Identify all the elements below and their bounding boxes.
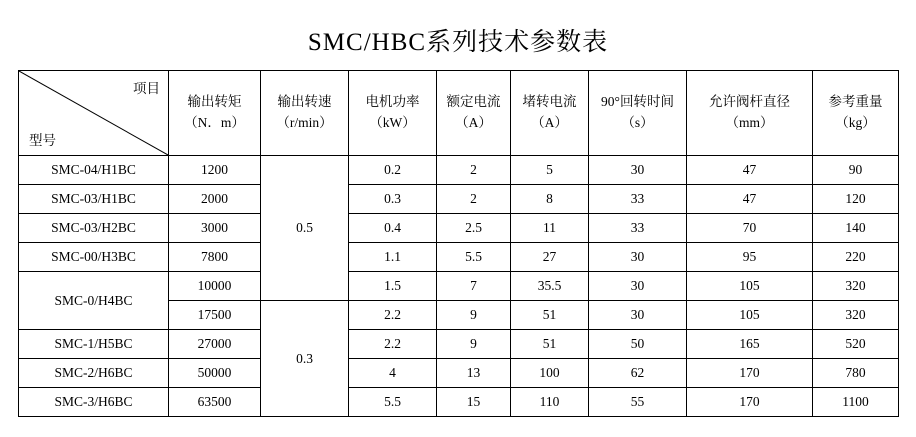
corner-item-label: 项目 bbox=[133, 81, 160, 96]
cell-rated-current: 13 bbox=[437, 359, 511, 388]
cell-weight: 320 bbox=[813, 272, 899, 301]
column-header-stall-current bbox=[511, 71, 589, 156]
cell-rotation-time: 30 bbox=[589, 156, 687, 185]
cell-rated-current: 5.5 bbox=[437, 243, 511, 272]
cell-speed-group: 0.3 bbox=[261, 301, 349, 417]
table-row bbox=[19, 330, 899, 359]
header-line-2: （mm） bbox=[725, 115, 774, 130]
cell-stem-diameter: 47 bbox=[687, 185, 813, 214]
cell-stem-diameter: 105 bbox=[687, 301, 813, 330]
cell-rotation-time: 33 bbox=[589, 185, 687, 214]
page-title: SMC/HBC系列技术参数表 bbox=[307, 29, 609, 56]
cell-rotation-time: 50 bbox=[589, 330, 687, 359]
cell-rated-current: 15 bbox=[437, 388, 511, 417]
cell-stall-current: 51 bbox=[511, 330, 589, 359]
cell-stall-current: 11 bbox=[511, 214, 589, 243]
table-row bbox=[19, 243, 899, 272]
cell-weight: 320 bbox=[813, 301, 899, 330]
table-body bbox=[19, 156, 899, 417]
cell-power: 2.2 bbox=[349, 330, 437, 359]
cell-rated-current: 9 bbox=[437, 301, 511, 330]
cell-stall-current: 100 bbox=[511, 359, 589, 388]
header-line-1: 额定电流 bbox=[446, 94, 501, 110]
cell-power: 0.4 bbox=[349, 214, 437, 243]
cell-stem-diameter: 47 bbox=[687, 156, 813, 185]
header-line-1: 堵转电流 bbox=[522, 94, 577, 110]
cell-model: SMC-3/H6BC bbox=[19, 388, 169, 417]
cell-stall-current: 51 bbox=[511, 301, 589, 330]
cell-weight: 1100 bbox=[813, 388, 899, 417]
cell-model: SMC-2/H6BC bbox=[19, 359, 169, 388]
cell-torque: 50000 bbox=[169, 359, 261, 388]
cell-rotation-time: 33 bbox=[589, 214, 687, 243]
spec-table-container bbox=[0, 70, 916, 417]
cell-stem-diameter: 170 bbox=[687, 388, 813, 417]
cell-weight: 140 bbox=[813, 214, 899, 243]
cell-stall-current: 35.5 bbox=[511, 272, 589, 301]
cell-power: 4 bbox=[349, 359, 437, 388]
cell-stem-diameter: 95 bbox=[687, 243, 813, 272]
cell-model: SMC-1/H5BC bbox=[19, 330, 169, 359]
table-header bbox=[19, 71, 899, 156]
cell-weight: 220 bbox=[813, 243, 899, 272]
table-row bbox=[19, 272, 899, 301]
cell-torque: 7800 bbox=[169, 243, 261, 272]
cell-rotation-time: 30 bbox=[589, 301, 687, 330]
header-line-1: 电机功率 bbox=[365, 94, 420, 110]
cell-rotation-time: 62 bbox=[589, 359, 687, 388]
cell-torque: 63500 bbox=[169, 388, 261, 417]
cell-rated-current: 2 bbox=[437, 185, 511, 214]
cell-power: 2.2 bbox=[349, 301, 437, 330]
column-header-torque bbox=[169, 71, 261, 156]
column-header-rated-current bbox=[437, 71, 511, 156]
cell-stall-current: 8 bbox=[511, 185, 589, 214]
cell-power: 1.5 bbox=[349, 272, 437, 301]
cell-power: 5.5 bbox=[349, 388, 437, 417]
column-header-speed bbox=[261, 71, 349, 156]
cell-rated-current: 7 bbox=[437, 272, 511, 301]
cell-torque: 3000 bbox=[169, 214, 261, 243]
cell-model: SMC-04/H1BC bbox=[19, 156, 169, 185]
cell-speed-group: 0.5 bbox=[261, 156, 349, 301]
cell-weight: 780 bbox=[813, 359, 899, 388]
cell-torque: 17500 bbox=[169, 301, 261, 330]
header-line-2: （s） bbox=[621, 115, 654, 130]
cell-power: 0.3 bbox=[349, 185, 437, 214]
cell-torque: 27000 bbox=[169, 330, 261, 359]
table-row bbox=[19, 388, 899, 417]
cell-rated-current: 2 bbox=[437, 156, 511, 185]
cell-stall-current: 110 bbox=[511, 388, 589, 417]
header-line-2: （N．m） bbox=[184, 115, 245, 130]
table-row bbox=[19, 185, 899, 214]
table-row bbox=[19, 156, 899, 185]
column-header-power bbox=[349, 71, 437, 156]
cell-torque: 10000 bbox=[169, 272, 261, 301]
header-line-2: （A） bbox=[455, 115, 492, 130]
cell-stem-diameter: 70 bbox=[687, 214, 813, 243]
cell-rated-current: 9 bbox=[437, 330, 511, 359]
cell-rated-current: 2.5 bbox=[437, 214, 511, 243]
header-line-2: （r/min） bbox=[276, 115, 333, 130]
cell-weight: 520 bbox=[813, 330, 899, 359]
header-line-2: （A） bbox=[531, 115, 568, 130]
table-row bbox=[19, 214, 899, 243]
cell-weight: 90 bbox=[813, 156, 899, 185]
cell-model: SMC-0/H4BC bbox=[19, 272, 169, 330]
spec-table bbox=[18, 70, 899, 417]
corner-header-cell bbox=[19, 71, 169, 156]
corner-model-label: 型号 bbox=[29, 133, 56, 148]
cell-power: 0.2 bbox=[349, 156, 437, 185]
column-header-rotation-time bbox=[589, 71, 687, 156]
cell-stall-current: 27 bbox=[511, 243, 589, 272]
cell-stem-diameter: 170 bbox=[687, 359, 813, 388]
header-line-1: 90°回转时间 bbox=[601, 94, 674, 110]
cell-rotation-time: 30 bbox=[589, 243, 687, 272]
header-line-2: （kW） bbox=[369, 115, 416, 130]
cell-model: SMC-00/H3BC bbox=[19, 243, 169, 272]
cell-model: SMC-03/H1BC bbox=[19, 185, 169, 214]
header-line-1: 允许阀杆直径 bbox=[709, 94, 790, 110]
header-line-1: 输出转矩 bbox=[187, 94, 242, 110]
header-line-1: 输出转速 bbox=[277, 94, 332, 110]
cell-rotation-time: 30 bbox=[589, 272, 687, 301]
cell-stall-current: 5 bbox=[511, 156, 589, 185]
cell-power: 1.1 bbox=[349, 243, 437, 272]
cell-torque: 2000 bbox=[169, 185, 261, 214]
table-row bbox=[19, 359, 899, 388]
cell-weight: 120 bbox=[813, 185, 899, 214]
cell-stem-diameter: 165 bbox=[687, 330, 813, 359]
cell-stem-diameter: 105 bbox=[687, 272, 813, 301]
cell-model: SMC-03/H2BC bbox=[19, 214, 169, 243]
header-line-1: 参考重量 bbox=[828, 94, 883, 110]
cell-torque: 1200 bbox=[169, 156, 261, 185]
header-line-2: （kg） bbox=[835, 115, 876, 130]
column-header-weight bbox=[813, 71, 899, 156]
header-row bbox=[19, 71, 899, 156]
column-header-stem-diameter bbox=[687, 71, 813, 156]
cell-rotation-time: 55 bbox=[589, 388, 687, 417]
